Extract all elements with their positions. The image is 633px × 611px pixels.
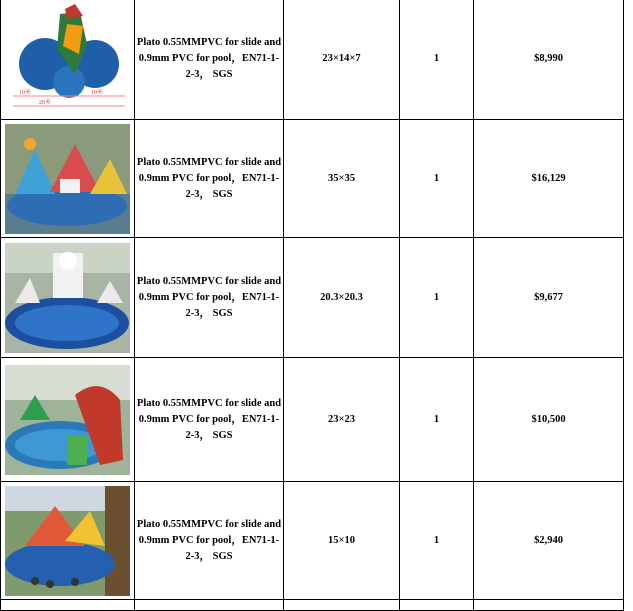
price-cell: $10,500 (474, 358, 624, 482)
image-cell (1, 0, 135, 120)
price-cell (474, 600, 624, 611)
description-cell: Plato 0.55MMPVC for slide and 0.9mm PVC for pool，EN71-1-2-3， SGS (135, 482, 284, 600)
price-cell: $2,940 (474, 482, 624, 600)
pool-photo-image (5, 243, 130, 353)
description-cell (135, 600, 284, 611)
plan-diagram-image (5, 4, 130, 114)
quantity-cell: 1 (400, 120, 474, 238)
table-row (1, 238, 624, 358)
image-cell (1, 600, 135, 611)
diagram-label: 20米 (39, 99, 52, 106)
diagram-label: 10米 (19, 89, 32, 96)
size-cell: 15×10 (284, 482, 400, 600)
description-cell: Plato 0.55MMPVC for slide and 0.9mm PVC for pool，EN71-1-2-3， SGS (135, 238, 284, 358)
size-cell: 23×14×7 (284, 0, 400, 120)
description-cell: Plato 0.55MMPVC for slide and 0.9mm PVC for pool，EN71-1-2-3， SGS (135, 120, 284, 238)
park-photo-image (5, 124, 130, 234)
outdoor-park-photo-image (5, 486, 130, 596)
image-cell (1, 238, 135, 358)
image-cell (1, 482, 135, 600)
size-cell: 23×23 (284, 358, 400, 482)
quantity-cell: 1 (400, 358, 474, 482)
quantity-cell: 1 (400, 482, 474, 600)
quantity-cell: 1 (400, 0, 474, 120)
table-row (1, 120, 624, 238)
description-cell: Plato 0.55MMPVC for slide and 0.9mm PVC for pool，EN71-1-2-3， SGS (135, 0, 284, 120)
size-cell: 20.3×20.3 (284, 238, 400, 358)
table-row (1, 482, 624, 600)
price-cell: $16,129 (474, 120, 624, 238)
price-cell: $8,990 (474, 0, 624, 120)
quantity-cell (400, 600, 474, 611)
price-cell: $9,677 (474, 238, 624, 358)
image-cell (1, 358, 135, 482)
description-cell: Plato 0.55MMPVC for slide and 0.9mm PVC for pool，EN71-1-2-3， SGS (135, 358, 284, 482)
table-row (1, 358, 624, 482)
dino-pool-photo-image (5, 365, 130, 475)
table-row (1, 600, 624, 611)
size-cell (284, 600, 400, 611)
size-cell: 35×35 (284, 120, 400, 238)
diagram-label: 10米 (91, 89, 104, 96)
quantity-cell: 1 (400, 238, 474, 358)
table-row (1, 0, 624, 120)
image-cell (1, 120, 135, 238)
